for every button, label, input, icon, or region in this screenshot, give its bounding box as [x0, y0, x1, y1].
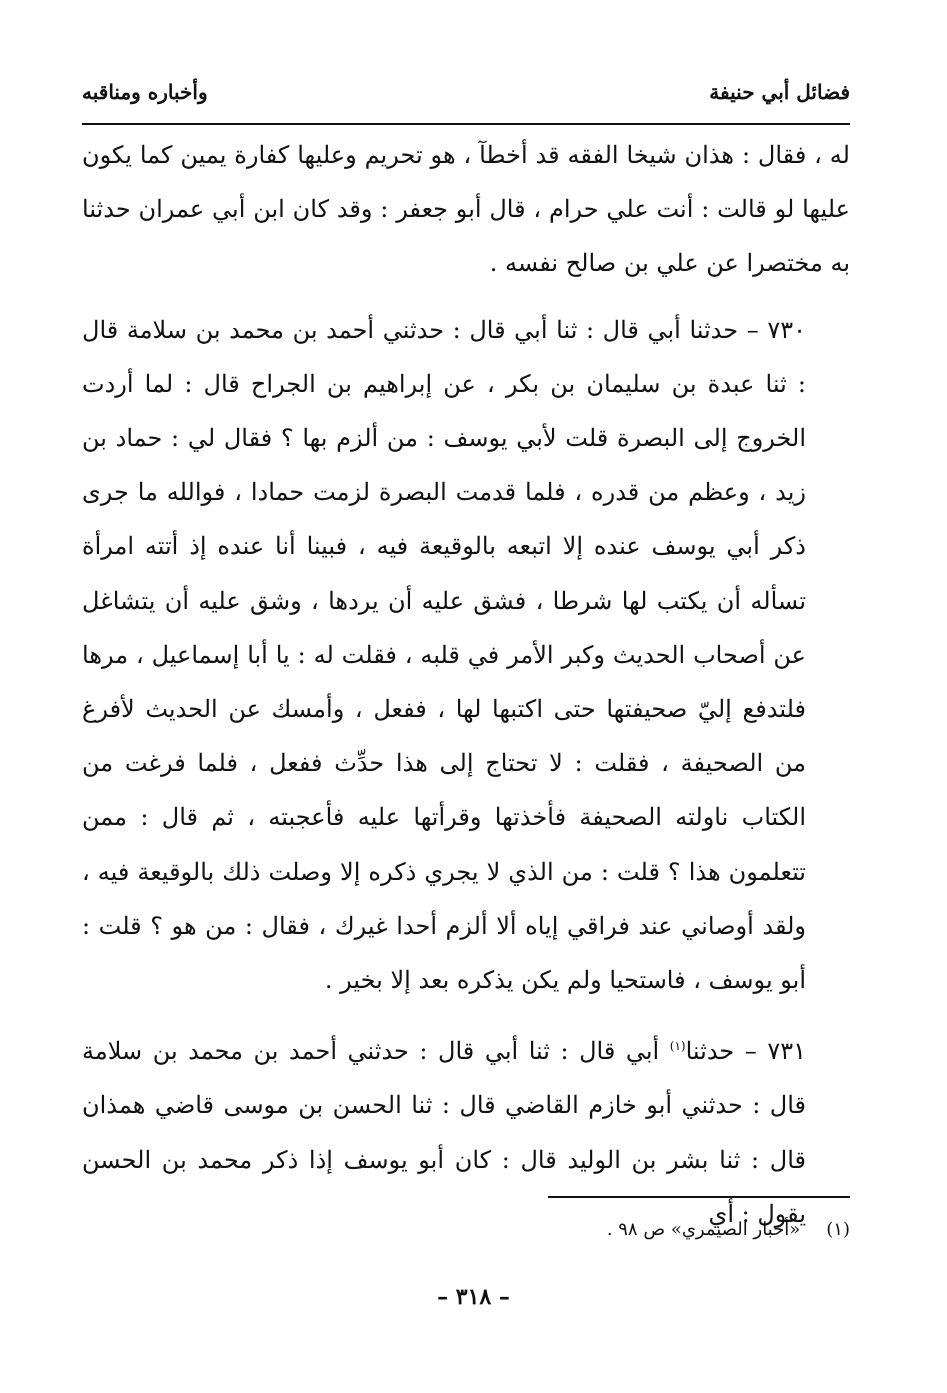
footnote-number: (١): [826, 1219, 850, 1240]
running-head: [82, 80, 850, 114]
page-number: – ٣١٨ –: [437, 1284, 510, 1310]
running-head-subtitle: وأخباره ومناقبه: [82, 80, 208, 104]
paragraph-hadith-731: [82, 1019, 850, 1241]
footnote-reference: (١): [669, 1039, 686, 1054]
hadith-731-opening: ٧٣١ – حدثنا: [685, 1037, 806, 1066]
footnote-text: «أخبار الصيمري» ص ٩٨ .: [606, 1219, 801, 1240]
header-divider: [82, 123, 850, 125]
footnote-divider: [548, 1196, 850, 1198]
hadith-731-text: أبي قال : ثنا أبي قال : حدثني أحمد بن محمد بن سلامة قال : حدثني أبو خازم القاضي قال : ثنا الحسن بن موسى قاضي همذان قال : ثنا بشر بن الوليد قال : كان أبو يوسف إذا ذكر محمد بن الحسن يقول : أي: [82, 1037, 806, 1228]
main-text: [82, 128, 850, 1241]
paragraph-continuation: له ، فقال : هذان شيخا الفقه قد أخطآ ، هو تحريم وعليها كفارة يمين كما يكون عليها لو قالت : أنت علي حرام ، قال أبو جعفر : وقد كان ابن أبي عمران حدثنا به مختصرا عن علي بن صالح نفسه .: [82, 141, 850, 278]
footnote: [290, 1215, 850, 1245]
paragraph-hadith-730: ٧٣٠ – حدثنا أبي قال : ثنا أبي قال : حدثني أحمد بن محمد بن سلامة قال : ثنا عبدة بن سليمان بن بكر ، عن إبراهيم بن الجراح قال : لما أردت الخروج إلى البصرة قلت لأبي يوسف : من ألزم بها ؟ فقال لي : حماد بن زيد ، وعظم من قدره ، فلما قدمت البصرة لزمت حمادا ، فوالله ما جرى ذكر أبي يوسف عنده إلا اتبعه بالوقيعة فيه ، فبينا أنا عنده إذ أتته امرأة تسأله أن يكتب لها شرطا ، فشق عليه أن يردها ، وشق عليه أن يتشاغل عن أصحاب الحديث وكبر الأمر في قلبه ، فقلت له : يا أبا إسماعيل ، مرها فلتدفع إليّ صحيفتها حتى اكتبها لها ، ففعل ، وأمسك عن الحديث لأفرغ من الصحيفة ، فقلت : لا تحتاج إلى هذا حدِّث ففعل ، فلما فرغت من الكتاب ناولته الصحيفة فأخذتها وقرأتها عليه فأعجبته ، ثم قال : ممن تتعلمون هذا ؟ قلت : من الذي لا يجري ذكره إلا وصلت ذلك بالوقيعة فيه ، ولقد أوصاني عند فراقي إياه ألا ألزم أحدا غيرك ، فقال : من هو ؟ قلت : أبو يوسف ، فاستحيا ولم يكن يذكره بعد إلا بخير .: [82, 315, 807, 995]
running-head-title: فضائل أبي حنيفة: [709, 80, 850, 104]
